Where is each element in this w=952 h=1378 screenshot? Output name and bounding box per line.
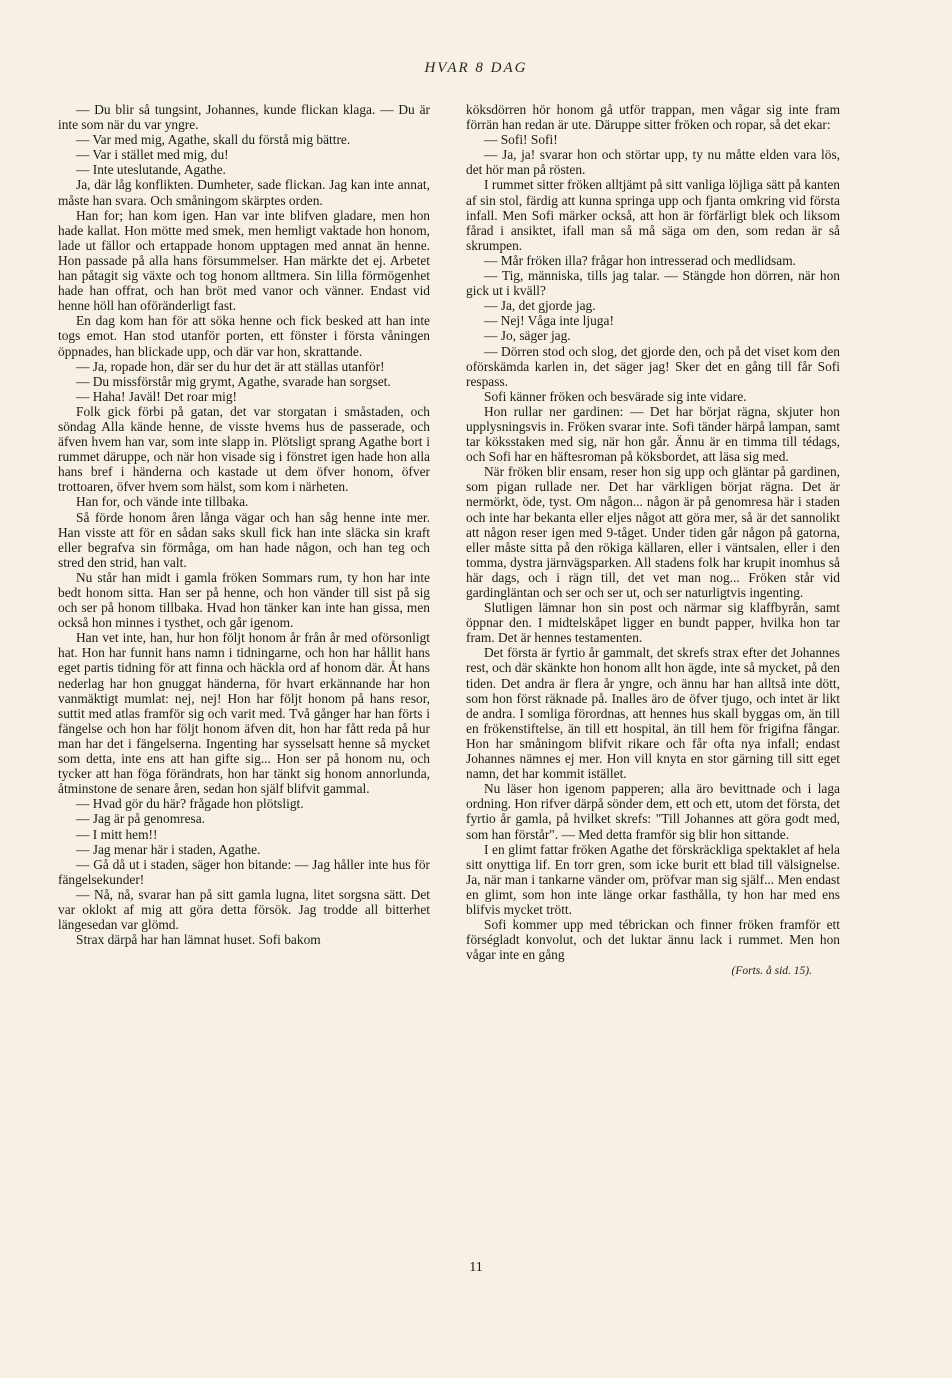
paragraph: — Du missförstår mig grymt, Agathe, svarade han sorgset. <box>76 373 391 389</box>
paragraph: — Jag är på genomresa. <box>76 811 206 827</box>
paragraph: — Dörren stod och slog, det gjorde den, och på det viset kom den oförskämda karlen in, det säger jag! Sker det en gång till får Sofi respass. <box>466 343 840 389</box>
paragraph: — Ja, ja! svarar hon och störtar upp, ty nu måtte elden vara lös, det hör man på rösten. <box>466 147 840 178</box>
paragraph: Han for, och vände inte tillbaka. <box>76 494 249 510</box>
paragraph: När fröken blir ensam, reser hon sig upp och gläntar på gardinen, som pigan rullade ner. Det har värkligen börjat rägna. Det är nermörkt, öde, tyst. Om någon... någon är på genomresa här i staden och inte har bekanta eller eljes något att göra mer, så är det sannolikt att någon reser igen med 9-tåget. Under tiden går någon på gatorna, eller måste sitta på den rökiga källaren, eller i väntsalen, eller i den tomma, dystra järnvägsparken. All stadens folk har krupit inomhus så här dags, och i rägn till, det vet man nog... Fröken står vid gardingläntan och ser och ser ut, och ser naturligtvis ingenting. <box>466 464 840 600</box>
paragraph: — Ja, det gjorde jag. <box>484 298 596 314</box>
paragraph: — Var med mig, Agathe, skall du förstå mig bättre. <box>76 132 351 148</box>
paragraph: I rummet sitter fröken alltjämt på sitt vanliga löjliga sätt på kanten af sin stol, färdig att kunna springa upp och fjanta omkring vid första infall. Men Sofi märker också, att hon är förfärligt blek och liksom fårad i ansiktet, ifall man så må säga om den, som redan är så skrumpen. <box>466 177 840 253</box>
paragraph: Sofi kommer upp med tébrickan och finner fröken framför ett förségladt konvolut, och det luktar ännu lack i rummet. Men hon vågar inte en gång <box>466 917 840 963</box>
paragraph: — Sofi! Sofi! <box>484 132 558 148</box>
left-column <box>58 102 430 947</box>
paragraph: Sofi känner fröken och besvärade sig inte vidare. <box>484 388 747 404</box>
paragraph: Hon rullar ner gardinen: — Det har börjat rägna, skjuter hon upplysningsvis in. Fröken svarar inte. Sofi tänder härpå lampan, samt tar köksstaken med sig, när hon går. Ännu är en timma till tédags, och Sofi har en häftesroman på köksbordet, att läsa sig med. <box>466 403 840 465</box>
paragraph: — Nå, nå, svarar han på sitt gamla lugna, litet sorgsna sätt. Det var oklokt af mig att göra detta försök. Jag trodde all bitterhet längesedan var glömd. <box>58 886 430 933</box>
paragraph: — Du blir så tungsint, Johannes, kunde flickan klaga. — Du är inte som när du var yngre. <box>58 102 430 133</box>
paragraph: Strax därpå har han lämnat huset. Sofi bakom <box>76 932 321 948</box>
right-column <box>466 102 840 979</box>
paragraph: Det första är fyrtio år gammalt, det skrefs strax efter det Johannes rest, och där skänkte hon honom allt hon ägde, inte så mycket, på den tiden. Det andra är flera år yngre, och ännu har han alltså inte dött, som hon först räknade på. Inalles äro de öfver tjugo, och intet är likt de andra. I somliga förordnas, att hennes hus skall byggas om, än till en frökenstiftelse, än till ett hospital, än till hem för frigifna fångar. Hon har småningom blifvit rikare och får ofta nya infall; endast Johannes nämnes ej mer. Hon vill knyta en stor gärning till sitt eget namn, det har kommit istället. <box>466 645 840 782</box>
page-number: 11 <box>469 1260 483 1275</box>
paragraph: — Nej! Våga inte ljuga! <box>484 313 614 329</box>
paragraph: Så förde honom åren långa vägar och han såg henne inte mer. Han visste att för en sådan saks skull fick han inte släcka sin kraft eller begrafva sin förmåga, om han hade någon, och han teg och stred den strid, han valt. <box>58 509 430 570</box>
paragraph: Ja, där låg konflikten. Dumheter, sade flickan. Jag kan inte annat, måste han svara. Och småningom skärptes orden. <box>58 177 430 208</box>
paragraph: — Var i stället med mig, du! <box>76 147 229 163</box>
paragraph: — Jo, säger jag. <box>484 328 571 344</box>
paragraph: — Ja, ropade hon, där ser du hur det är att ställas utanför! <box>76 358 385 374</box>
paragraph: Han for; han kom igen. Han var inte blifven gladare, men hon hade kallat. Hon mötte med smek, men hemligt vaktade hon honom, lade ut fällor och ertappade honom upptagen med annat än henne. Hon passade på alla hans försummelser. Han märkte det ej. Arbetet han påtagit sig växte och tog honom alltmera. Sin lilla förmögenhet hade han offrat, och han bröt med vanor och vänner. Endast vid henne höll han oföränderligt fast. <box>58 207 430 314</box>
paragraph: Nu läser hon igenom papperen; alla äro bevittnade och i laga ordning. Hon rifver därpå sönder dem, ett och ett, utom det första, det fyrtio år gamla, på hvilket skrefs: "Till Johannes att göra godt med, som han förstår". — Med detta framför sig blir hon sittande. <box>466 781 840 842</box>
paragraph: — Inte uteslutande, Agathe. <box>76 162 226 178</box>
paragraph: I en glimt fattar fröken Agathe det förskräckliga spektaklet af hela sitt onyttiga lif. En torr gren, som icke burit ett blad till välsignelse. Ja, när man i tankarne vänder om, pröfvar man sig själf... Men endast en glimt, som hon inte länge orkar fasthålla, ty hon har med ens blifvis mycket trött. <box>466 841 840 917</box>
paragraph: Slutligen lämnar hon sin post och närmar sig klaffbyrån, samt öppnar den. I midtelskåpet ligger en bundt papper, hvilka hon tar fram. Det är hennes testamenten. <box>466 600 840 646</box>
paragraph: — Tig, människa, tills jag talar. — Stängde hon dörren, när hon gick ut i kväll? <box>466 268 840 299</box>
paragraph: — Haha! Javäl! Det roar mig! <box>76 388 237 404</box>
paragraph: Han vet inte, han, hur hon följt honom år från år med oförsonligt hat. Hon har funnit hans namn i tidningarne, och hon har hållit hans eget partis tidning för att finna och häckla ord af honom där. Åt hans nederlag har hon gnuggat händerna, för hvart erkännande har hon vanmäktigt mumlat: nej, nej! Hon har följt honom på hans resor, suttit med atlas framför sig och varit med. Två gånger har han förts i fängelse och hon har följt honom äfven dit, hon har fått reda på hur man har det i fängelserna. Ingenting har sysselsatt henne så mycket som detta, inte ens att han gifte sig... Hon ser på honom nu, och tycker att han föga förändrats, hon har tänkt sig honom annorlunda, åtminstone de senare åren, sedan hon själf blifvit gammal. <box>58 630 430 797</box>
paragraph: — I mitt hem!! <box>76 826 158 842</box>
paragraph: — Mår fröken illa? frågar hon intresserad och medlidsam. <box>484 252 796 268</box>
continuation-note: (Forts. å sid. 15). <box>731 965 812 978</box>
paragraph: — Jag menar här i staden, Agathe. <box>76 841 261 857</box>
paragraph: — Gå då ut i staden, säger hon bitande: — Jag håller inte hus för fängelsekunder! <box>58 856 430 887</box>
running-header: HVAR 8 DAG <box>424 60 528 76</box>
paragraph: En dag kom han för att söka henne och fick besked att han inte togs emot. Han stod utanför porten, ett fönster i första våningen öppnades, han blickade upp, och där var hon, skrattande. <box>58 313 430 359</box>
paragraph: köksdörren hör honom gå utför trappan, men vågar sig inte fram förrän han redan är ute. Däruppe sitter fröken och ropar, så det ekar: <box>466 102 840 133</box>
paragraph: Nu står han midt i gamla fröken Sommars rum, ty hon har inte bedt honom sitta. Han ser på henne, och hon vänder till sist på sig och ser på honom tillbaka. Hvad hon tänker kan inte han gissa, men också hon minnes i tysthet, och går igenom. <box>58 569 430 631</box>
paragraph: — Hvad gör du här? frågade hon plötsligt. <box>76 796 304 812</box>
paragraph: Folk gick förbi på gatan, det var storgatan i småstaden, och söndag Alla kände henne, de visste hvems hus de passerade, och äfven hvem han var, som inte slapp in. Plötsligt sprang Agathe bort i rummet däruppe, och när hon visade sig i fönstret igen hade hon alla hans bref i händerna och kastade ut dem öfver honom, öfver trottoaren, öfver hvem som hälst, som kom i närheten. <box>58 403 430 495</box>
